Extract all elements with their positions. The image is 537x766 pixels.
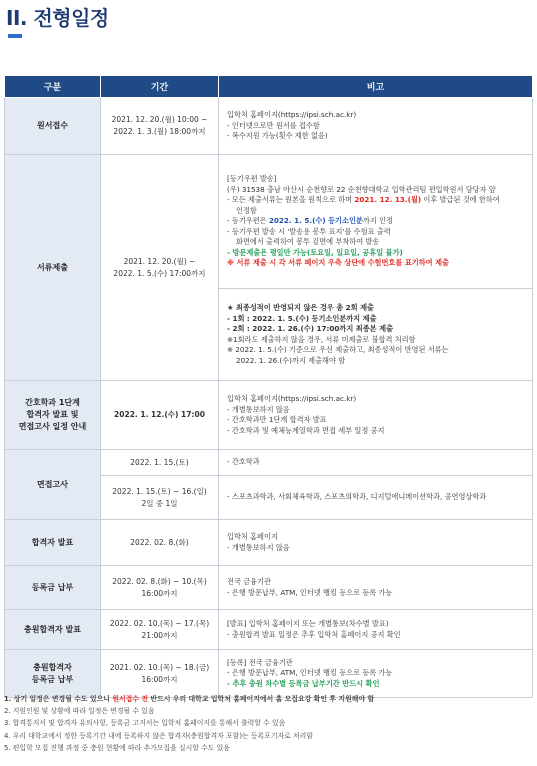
footnote-5: 5. 편입학 모집 진행 과정 중 충원 현황에 따라 추가모집을 실시할 수도 있음 — [4, 743, 230, 752]
highlight-check: - 추후 충원 차수별 등록금 납부기간 반드시 확인 — [227, 678, 380, 688]
row-category: 충원합격자 발표 — [5, 610, 101, 650]
footnote-4: 4. 우리 대학교에서 정한 등록기간 내에 등록하지 않은 합격자(충원합격자 포함)는 등록포기자로 처리함 — [4, 731, 313, 740]
row-category: 간호학과 1단계 합격자 발표 및 면접고사 일정 안내 — [5, 381, 101, 450]
section-title: II. 전형일정 — [6, 6, 109, 30]
row-period: 2022. 1. 12.(수) 17:00 — [101, 381, 219, 450]
table-row — [5, 381, 533, 450]
title-underline — [8, 34, 22, 38]
table-row — [5, 450, 533, 476]
header-category: 구분 — [5, 76, 101, 98]
row-period: 2022. 1. 15.(토) ~ 16.(일) 2일 중 1일 — [101, 476, 219, 520]
table-header-row — [5, 76, 533, 98]
row-period: 2022. 02. 8.(화) ~ 10.(목) 16:00까지 — [101, 566, 219, 610]
footnote-1: 1. 상기 일정은 변경될 수도 있으니 원서접수 전 반드시 우리 대학교 입학처 홈페이지에서 홈 모집요강 확인 후 지원해야 함 — [4, 695, 375, 703]
row-category: 면접고사 — [5, 450, 101, 520]
table-row — [5, 155, 533, 289]
table-row — [5, 520, 533, 566]
row-remarks: 전국 금융기관 - 은행 방문납부, ATM, 인터넷 뱅킹 등으로 등록 가능 — [219, 566, 533, 610]
row-remarks: [등록] 전국 금융기관 - 은행 방문납부, ATM, 인터넷 뱅킹 등으로 등록 가능 - 추후 충원 차수별 등록금 납부기간 반드시 확인 — [219, 650, 533, 698]
row-category: 원서접수 — [5, 98, 101, 155]
row-period: 2022. 02. 8.(화) — [101, 520, 219, 566]
table-row — [5, 610, 533, 650]
row-period: 2021. 02. 10.(목) ~ 18.(금) 16:00까지 — [101, 650, 219, 698]
header-remarks: 비고 — [219, 76, 533, 98]
row-remarks: - 스포츠과학과, 사회체육학과, 스포츠의학과, 디지털애니메이션학과, 공연영상학과 — [219, 476, 533, 520]
highlight-deadline: 2022. 1. 5.(수) 등기소인분 — [268, 216, 363, 226]
row-remarks: 입학처 홈페이지(https://ipsi.sch.ac.kr) - 개별통보하지 않음 - 간호학과만 1단계 합격자 발표 - 간호학과 및 예체능계열학과 면접 세부 일정 공지 — [219, 381, 533, 450]
row-remarks-twice: ★ 최종성적이 반영되지 않은 경우 총 2회 제출 - 1회 : 2022. 1. 5.(수) 등기소인분까지 제출 - 2회 : 2022. 1. 26.(수) 17:00까지 최종본 제출 ※1회라도 제출하지 않을 경우, 서류 미제출로 불합격 처리함 ※ 2022. 1. 5.(수) 기준으로 우선 제출하고, 최종성적이 반영된 서류는 2022. 1. 26.(수)까지 제출해야 함 — [219, 289, 533, 381]
row-period: 2022. 1. 15.(토) — [101, 450, 219, 476]
row-category: 등록금 납부 — [5, 566, 101, 610]
row-period: 2021. 12. 20.(월) 10:00 ~ 2022. 1. 3.(월) 18:00까지 — [101, 98, 219, 155]
footnote-3: 3. 합격통지서 및 합격자 유의사항, 등록금 고지서는 입학처 홈페이지를 통해서 출력할 수 있음 — [4, 719, 286, 728]
highlight-warning: ※ 서류 제출 시 각 서류 페이지 우측 상단에 수험번호를 표기하여 제출 — [227, 258, 449, 268]
row-category: 서류제출 — [5, 155, 101, 381]
table-row — [5, 98, 533, 155]
table-row — [5, 566, 533, 610]
highlight-visit: - 방문제출은 평일만 가능(토요일, 일요일, 공휴일 불가) — [227, 247, 403, 257]
row-category: 충원합격자 등록금 납부 — [5, 650, 101, 698]
row-remarks-mail: [등기우편 발송] (우) 31538 충남 아산시 순천향로 22 순천향대학교 입학관리팀 편입학원서 담당자 앞 - 모든 제출서류는 원본을 원칙으로 하며 2021. 12. 13.(월) 이후 발급된 것에 한하여 인정함 - 등기우편은 2022. 1. 5.(수) 등기소인분까지 인정 - 등기우편 발송 시 '발송용 봉투 표지'를 수험표 출력 화면에서 출력하여 봉투 겉면에 부착하여 발송 - 방문제출은 평일만 가능(토요일, 일요일, 공휴일 불가) ※ 서류 제출 시 각 서류 페이지 우측 상단에 수험번호를 표기하여 제출 — [219, 155, 533, 289]
table-row — [5, 650, 533, 698]
footnote-2: 2. 지원인원 및 상황에 따라 일정은 변경될 수 있음 — [4, 707, 155, 716]
schedule-table — [4, 75, 533, 698]
row-remarks: 입학처 홈페이지(https://ipsi.sch.ac.kr) - 인터넷으로만 원서를 접수함 - 복수지원 가능(횟수 제한 없음) — [219, 98, 533, 155]
row-remarks: [발표] 입학처 홈페이지 또는 개별통보(차수별 발표) - 충원합격 발표 일정은 추후 입학처 홈페이지 공지 확인 — [219, 610, 533, 650]
header-period: 기간 — [101, 76, 219, 98]
row-category: 합격자 발표 — [5, 520, 101, 566]
highlight-date: 2021. 12. 13.(월) — [354, 195, 422, 205]
row-period: 2021. 12. 20.(월) ~ 2022. 1. 5.(수) 17:00까지 — [101, 155, 219, 381]
row-remarks: - 간호학과 — [219, 450, 533, 476]
footnotes — [4, 693, 534, 754]
row-period: 2022. 02. 10.(목) ~ 17.(목) 21:00까지 — [101, 610, 219, 650]
row-remarks: 입학처 홈페이지 - 개별통보하지 않음 — [219, 520, 533, 566]
